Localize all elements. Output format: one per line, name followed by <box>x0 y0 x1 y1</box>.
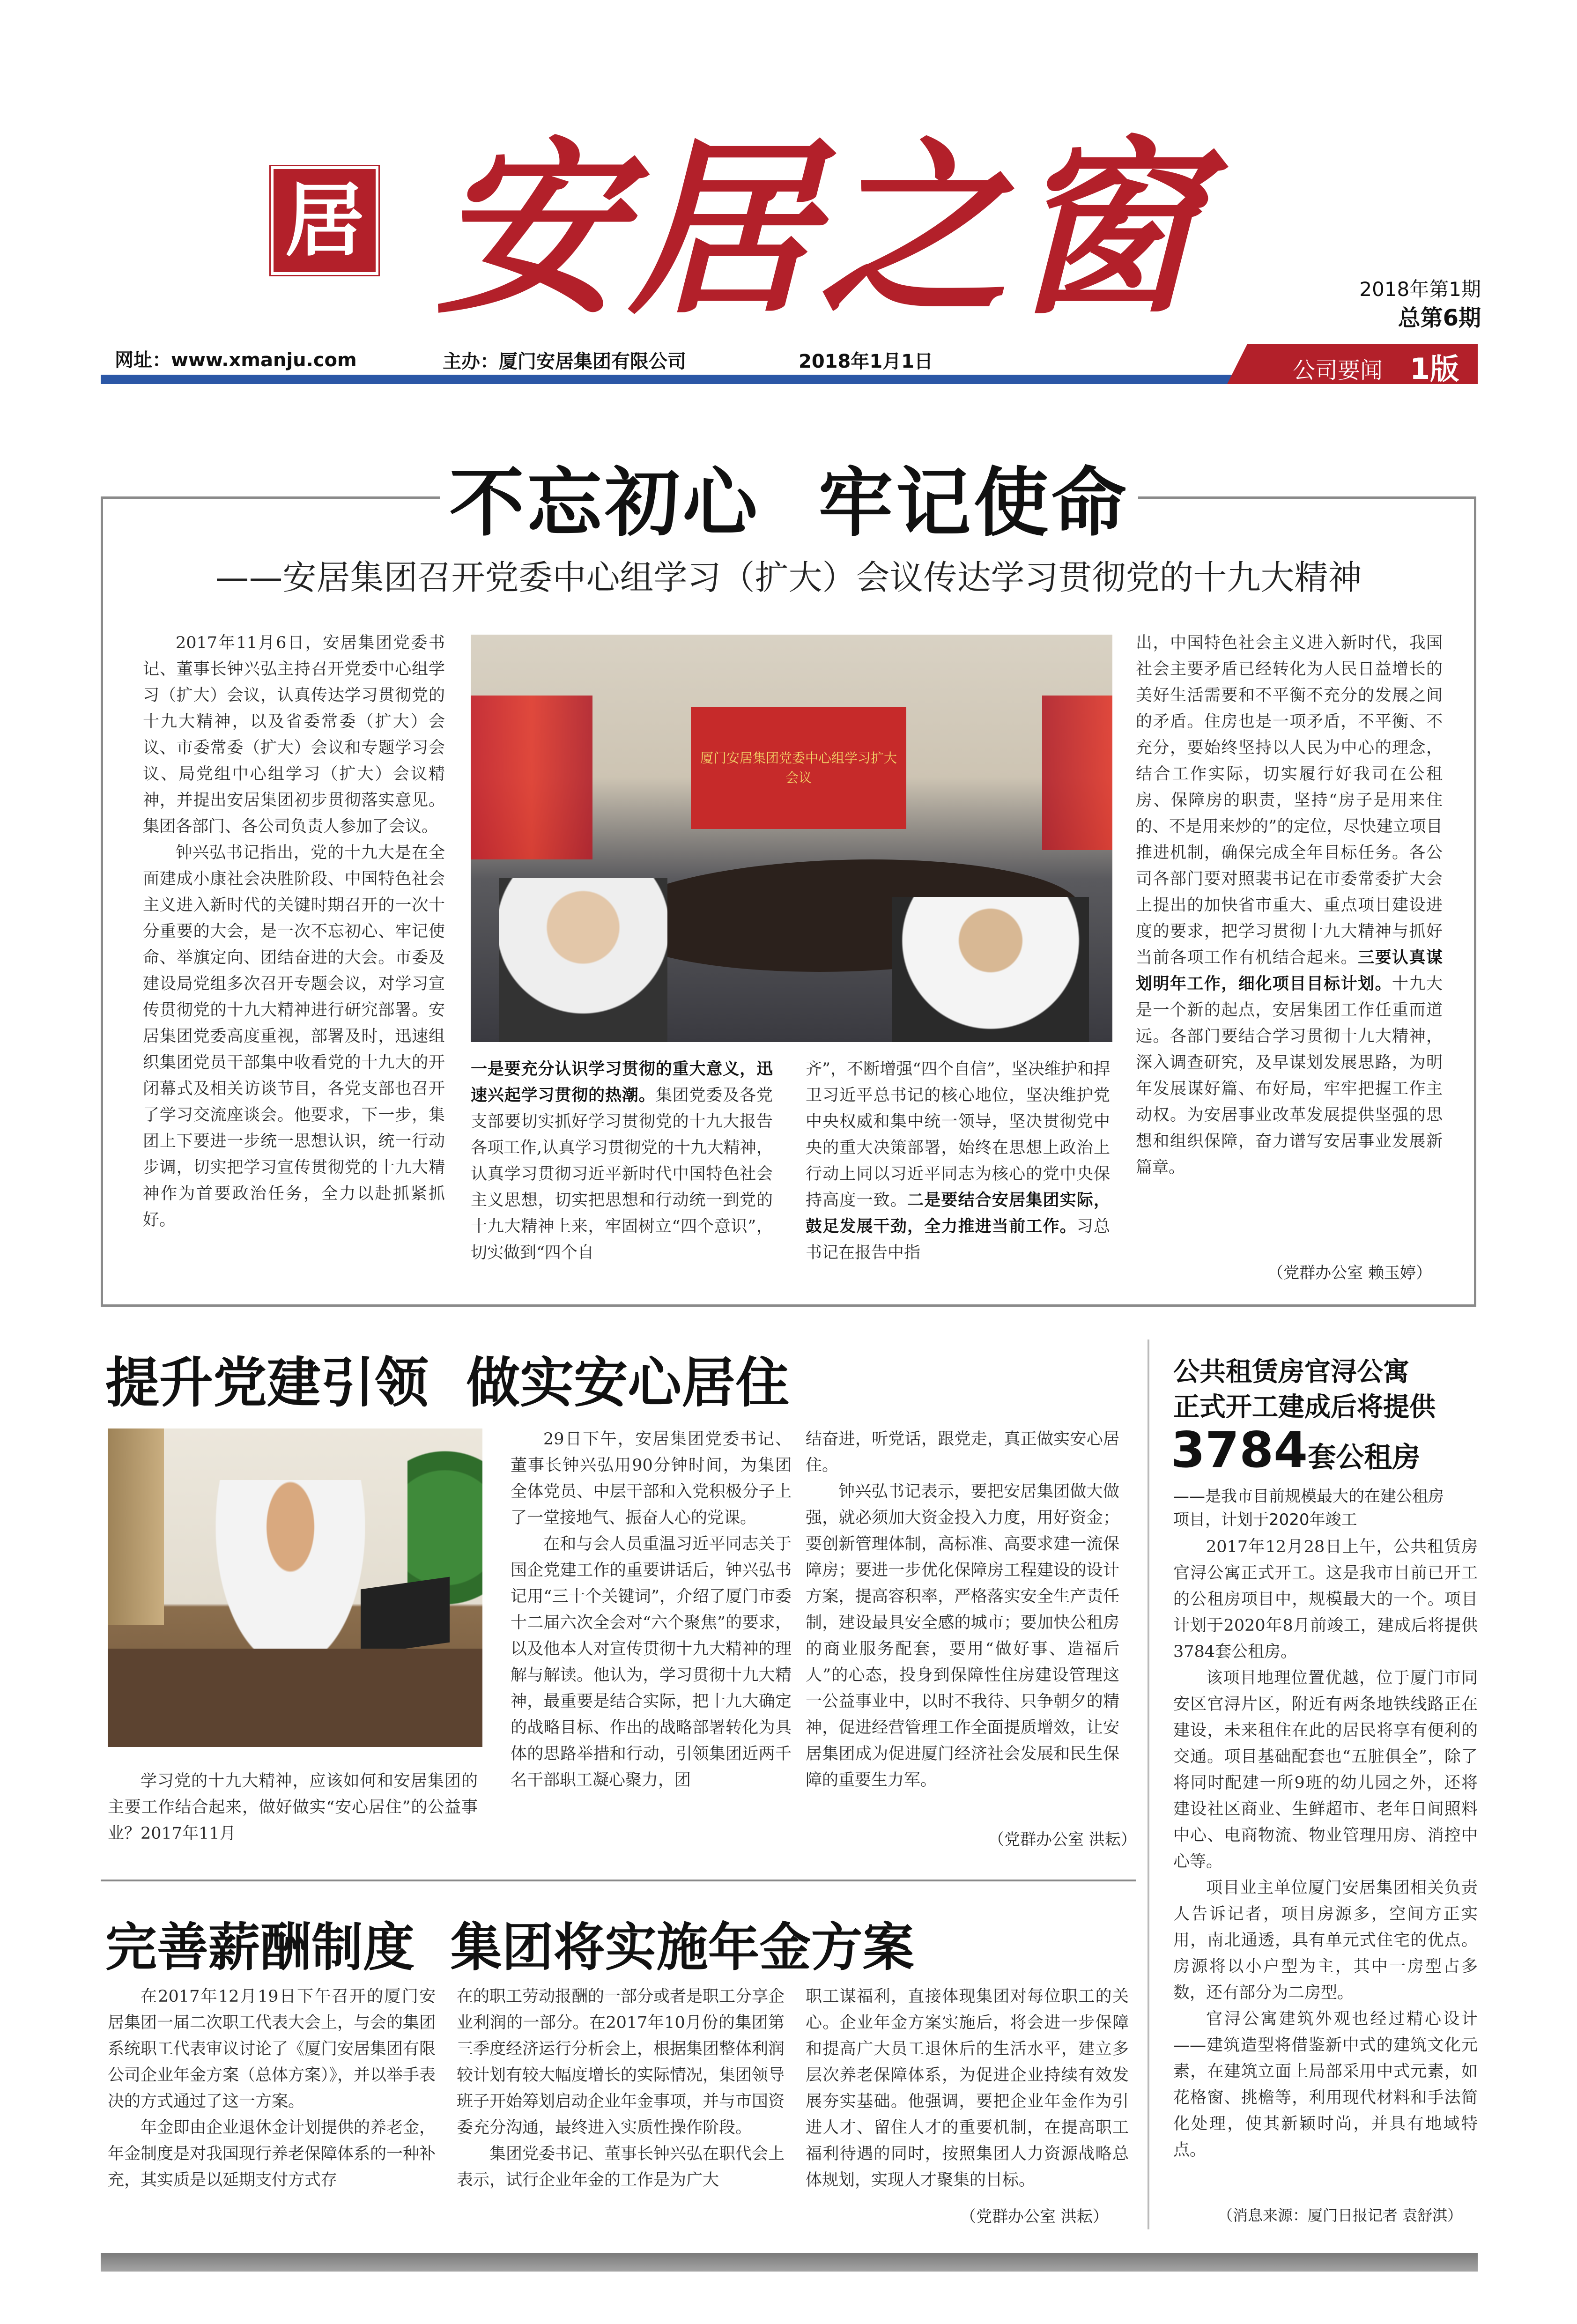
paragraph-text: 习总书记在报告中指 <box>806 1217 1110 1262</box>
footer-rule <box>101 2253 1478 2272</box>
header-rule <box>101 375 1262 384</box>
sidebar-subhead: ——是我市目前规模最大的在建公租房项目，计划于2020年竣工 <box>1173 1487 1444 1529</box>
article3-title: 完善薪酬制度 集团将实施年金方案 <box>105 1917 914 1977</box>
paragraph: 钟兴弘书记表示，要把安居集团做大做强，就必须加大资金投入力度，用好资金；要创新管理体制，高标准、高要求建一流保障房；要进一步优化保障房工程建设的设计方案，提高容积率，严格落实安全生产责任制，建设最具安全感的城市；要加快公租房的商业服务配套，要用“做好事、造福后人”的心态，投身到保障性住房建设管理这一公益事业中，以时不我待、只争朝夕的精神，促进经营管理工作全面提质增效，让安居集团成为促进厦门经济社会发展和民生保障的重要生力军。 <box>806 1482 1119 1790</box>
sponsor-label: 主办：厦门安居集团有限公司 <box>443 351 686 372</box>
article3-col1 <box>108 1984 436 2193</box>
speaker-figure <box>215 1480 365 1667</box>
article3-byline: （党群办公室 洪耘） <box>960 2207 1109 2226</box>
projection-screen <box>691 707 906 829</box>
sidebar-divider <box>1148 1340 1149 2229</box>
article2-col2 <box>511 1426 792 1793</box>
paragraph: 结奋进，听党话，跟党走，真正做实安心居住。 <box>806 1430 1119 1475</box>
article1-col3 <box>806 1056 1110 1266</box>
sidebar-byline: （消息来源：厦门日报记者 袁舒淇） <box>1218 2206 1463 2224</box>
paragraph: 在的职工劳动报酬的一部分或者是职工分享企业利润的一部分。在2017年10月份的集团第三季度经济运行分析会上，根据集团整体利润较计划有较大幅度增长的实际情况，集团领导班子开始筹划启动企业年金事项，并与市国资委充分沟通，最终进入实质性操作阶段。 <box>457 1987 785 2137</box>
paragraph: 官浔公寓建筑外观也经过精心设计——建筑造型将借鉴新中式的建筑文化元素，在建筑立面上局部采用中式元素，如花格窗、挑檐等，利用现代材料和手法简化处理，使其新颖时尚，并具有地域特点。 <box>1173 2010 1478 2160</box>
total-issue-number: 总第6期 <box>1398 305 1481 331</box>
article1-title-box <box>440 447 1138 546</box>
masthead-title: 安居之窗 <box>436 119 1204 340</box>
paragraph-text: 集团党委及各党支部要切实抓好学习贯彻党的十九大报告各项工作,认真学习贯彻党的十九大精神，认真学习贯彻习近平新时代中国特色社会主义思想，切实把思想和行动统一到党的十九大精神上来，牢固树立“四个意识”，切实做到“四个自 <box>471 1086 773 1262</box>
paragraph <box>471 1056 773 1266</box>
article2-col3 <box>806 1426 1119 1793</box>
paragraph: 职工谋福利，直接体现集团对每位职工的关心。企业年金方案实施后，将会进一步保障和提高广大员工退休后的生活水平，建立多层次养老保障体系，为促进企业持续有效发展夯实基础。他强调，要把企业年金作为引进人才、留住人才的重要机制，在提高职工福利待遇的同时，按照集团人力资源战略总体规划，实现人才聚集的目标。 <box>806 1987 1129 2190</box>
photo-caption: 学习党的十九大精神，应该如何和安居集团的主要工作结合起来，做好做实“安心居住”的公益事业？2017年11月 <box>108 1772 478 1843</box>
article1-col1 <box>143 630 445 1233</box>
paragraph: 在2017年12月19日下午召开的厦门安居集团一届二次职工代表大会上，与会的集团系统职工代表审议讨论了《厦门安居集团有限公司企业年金方案（总体方案）》，并以举手表决的方式通过了这一方案。 <box>108 1987 436 2111</box>
paragraph: 2017年12月28日上午，公共租赁房官浔公寓正式开工。这是我市目前已开工的公租房项目中，规模最大的一个。项目计划于2020年8月前竣工，建成后将提供3784套公租房。 <box>1173 1538 1478 1661</box>
flag-decoration <box>471 696 592 859</box>
paragraph: 年金即由企业退休金计划提供的养老金，年金制度是对我国现行养老保障体系的一种补充，其实质是以延期支付方式存 <box>108 2118 436 2190</box>
article2-byline: （党群办公室 洪耘） <box>988 1830 1137 1849</box>
article1-title: 不忘初心 牢记使命 <box>449 459 1129 547</box>
sidebar-big-figure <box>1171 1421 1420 1479</box>
sidebar-headline-1: 公共租赁房官浔公寓 <box>1173 1357 1409 1387</box>
article3-col2 <box>457 1984 785 2193</box>
section-divider <box>101 1880 1136 1881</box>
article3-col3 <box>806 1984 1129 2193</box>
website-label: 网址：www.xmanju.com <box>115 349 357 371</box>
podium-desk <box>108 1649 482 1747</box>
attendees <box>499 878 667 1042</box>
paragraph-text: 出，中国特色社会主义进入新时代，我国社会主要矛盾已经转化为人民日益增长的美好生活需要和不平衡不充分的发展之间的矛盾。住房也是一项矛盾，不平衡、不充分，要始终坚持以人民为中心的理念，结合工作实际，切实履行好我司在公租房、保障房的职责，坚持“房子是用来住的、不是用来炒的”的定位，尽快建立项目推进机制，确保完成全年目标任务。各公司各部门要对照裴书记在市委常委扩大会上提出的加快省市重大、重点项目建设进度的要求，把学习贯彻十九大精神与抓好当前各项工作有机结合起来。 <box>1136 634 1443 967</box>
big-number: 3784 <box>1171 1421 1308 1479</box>
bold-lead: 三要认真谋划明年工作，细化项目目标计划。 <box>1136 948 1443 993</box>
logo-glyph: 居 <box>284 174 364 267</box>
meeting-photo <box>471 635 1112 1042</box>
paragraph: 2017年11月6日，安居集团党委书记、董事长钟兴弘主持召开党委中心组学习（扩大）会议，认真传达学习贯彻党的十九大精神，以及省委常委（扩大）会议、市委常委（扩大）会议和专题学习会议、局党组中心组学习（扩大）会议精神，并提出安居集团初步贯彻落实意见。集团各部门、各公司负责人参加了会议。 <box>143 634 445 836</box>
article2-caption <box>108 1768 478 1847</box>
section-name: 公司要闻 <box>1293 357 1383 384</box>
attendees <box>892 897 1089 1042</box>
paragraph: 29日下午，安居集团党委书记、董事长钟兴弘用90分钟时间，为集团全体党员、中层干部和入党积极分子上了一堂接地气、振奋人心的党课。 <box>511 1430 792 1527</box>
date-label: 2018年1月1日 <box>799 351 933 372</box>
projection-banner: 厦门安居集团党委中心组学习扩大会议 <box>700 750 897 785</box>
article1-byline: （党群办公室 赖玉婷） <box>1267 1264 1432 1282</box>
paragraph: 钟兴弘书记指出，党的十九大是在全面建成小康社会决胜阶段、中国特色社会主义进入新时代的关键时期召开的一次十分重要的大会，是一次不忘初心、牢记使命、举旗定向、团结奋进的大会。市委及建设局党组多次召开专题会议，对学习宣传贯彻党的十九大精神进行研究部署。安居集团党委高度重视，部署及时，迅速组织集团党员干部集中收看党的十九大的开闭幕式及相关访谈节目，各党支部也召开了学习交流座谈会。他要求，下一步，集团上下要进一步统一思想认识，统一行动步调，切实把学习宣传贯彻党的十九大精神作为首要政治任务，全力以赴抓紧抓好。 <box>143 844 445 1229</box>
sidebar-headline-2: 正式开工建成后将提供 <box>1173 1392 1436 1422</box>
paragraph <box>806 1056 1110 1266</box>
curtain-decoration <box>108 1428 164 1625</box>
speaker-photo <box>108 1428 482 1747</box>
article2-title: 提升党建引领 做实安心居住 <box>105 1352 790 1414</box>
bold-lead: 二是要结合安居集团实际，鼓足发展干劲，全力推进当前工作。 <box>806 1191 1110 1236</box>
article1-col4 <box>1136 630 1443 1181</box>
paragraph-text: 齐”，不断增强“四个自信”，坚决维护和捍卫习近平总书记的核心地位，坚决维护党中央权威和集中统一领导，坚决贯彻党中央的重大决策部署，始终在思想上政治上行动上同以习近平同志为核心的党中央保持高度一致。 <box>806 1060 1110 1210</box>
paragraph: 在和与会人员重温习近平同志关于国企党建工作的重要讲话后，钟兴弘书记用“三十个关键词”，介绍了厦门市委十二届六次全会对“六个聚焦”的要求，以及他本人对宣传贯彻十九大精神的理解与解读。他认为，学习贯彻十九大精神，最重要是结合实际，把十九大确定的战略目标、作出的战略部署转化为具体的思路举措和行动，引领集团近两千名干部职工凝心聚力，团 <box>511 1535 792 1790</box>
masthead-logo <box>271 166 378 275</box>
paragraph-text: 十九大是一个新的起点，安居集团工作任重而道远。各部门要结合学习贯彻十九大精神，深入调查研究，及早谋划发展思路，为明年发展谋好篇、布好局，牢牢把握工作主动权。为安居事业改革发展提供坚强的思想和组织保障，奋力谱写安居事业发展新篇章。 <box>1136 975 1443 1177</box>
paragraph <box>1136 630 1443 1181</box>
bold-lead: 一是要充分认识学习贯彻的重大意义，迅速兴起学习贯彻的热潮。 <box>471 1060 773 1105</box>
flag-decoration <box>1042 696 1112 850</box>
paragraph: 该项目地理位置优越，位于厦门市同安区官浔片区，附近有两条地铁线路正在建设，未来租住在此的居民将享有便利的交通。项目基础配套也“五脏俱全”，除了将同时配建一所9班的幼儿园之外，还将建设社区商业、生鲜超市、老年日间照料中心、电商物流、物业管理用房、消控中心等。 <box>1173 1669 1478 1871</box>
article1-col2 <box>471 1056 773 1266</box>
article1-subtitle: ——安居集团召开党委中心组学习（扩大）会议传达学习贯彻党的十九大精神 <box>215 558 1362 597</box>
page-number: 1版 <box>1410 352 1459 386</box>
issue-number: 2018年第1期 <box>1359 278 1481 301</box>
paragraph: 项目业主单位厦门安居集团相关负责人告诉记者，项目房源多，空间方正实用，南北通透，具有单元式住宅的优点。房源将以小户型为主，其中一房型占多数，还有部分为二房型。 <box>1173 1879 1478 2002</box>
paragraph: 集团党委书记、董事长钟兴弘在职代会上表示，试行企业年金的工作是为广大 <box>457 2145 785 2190</box>
sidebar-body <box>1173 1534 1478 2163</box>
big-suffix: 套公租房 <box>1308 1441 1421 1474</box>
laptop <box>361 1577 450 1655</box>
